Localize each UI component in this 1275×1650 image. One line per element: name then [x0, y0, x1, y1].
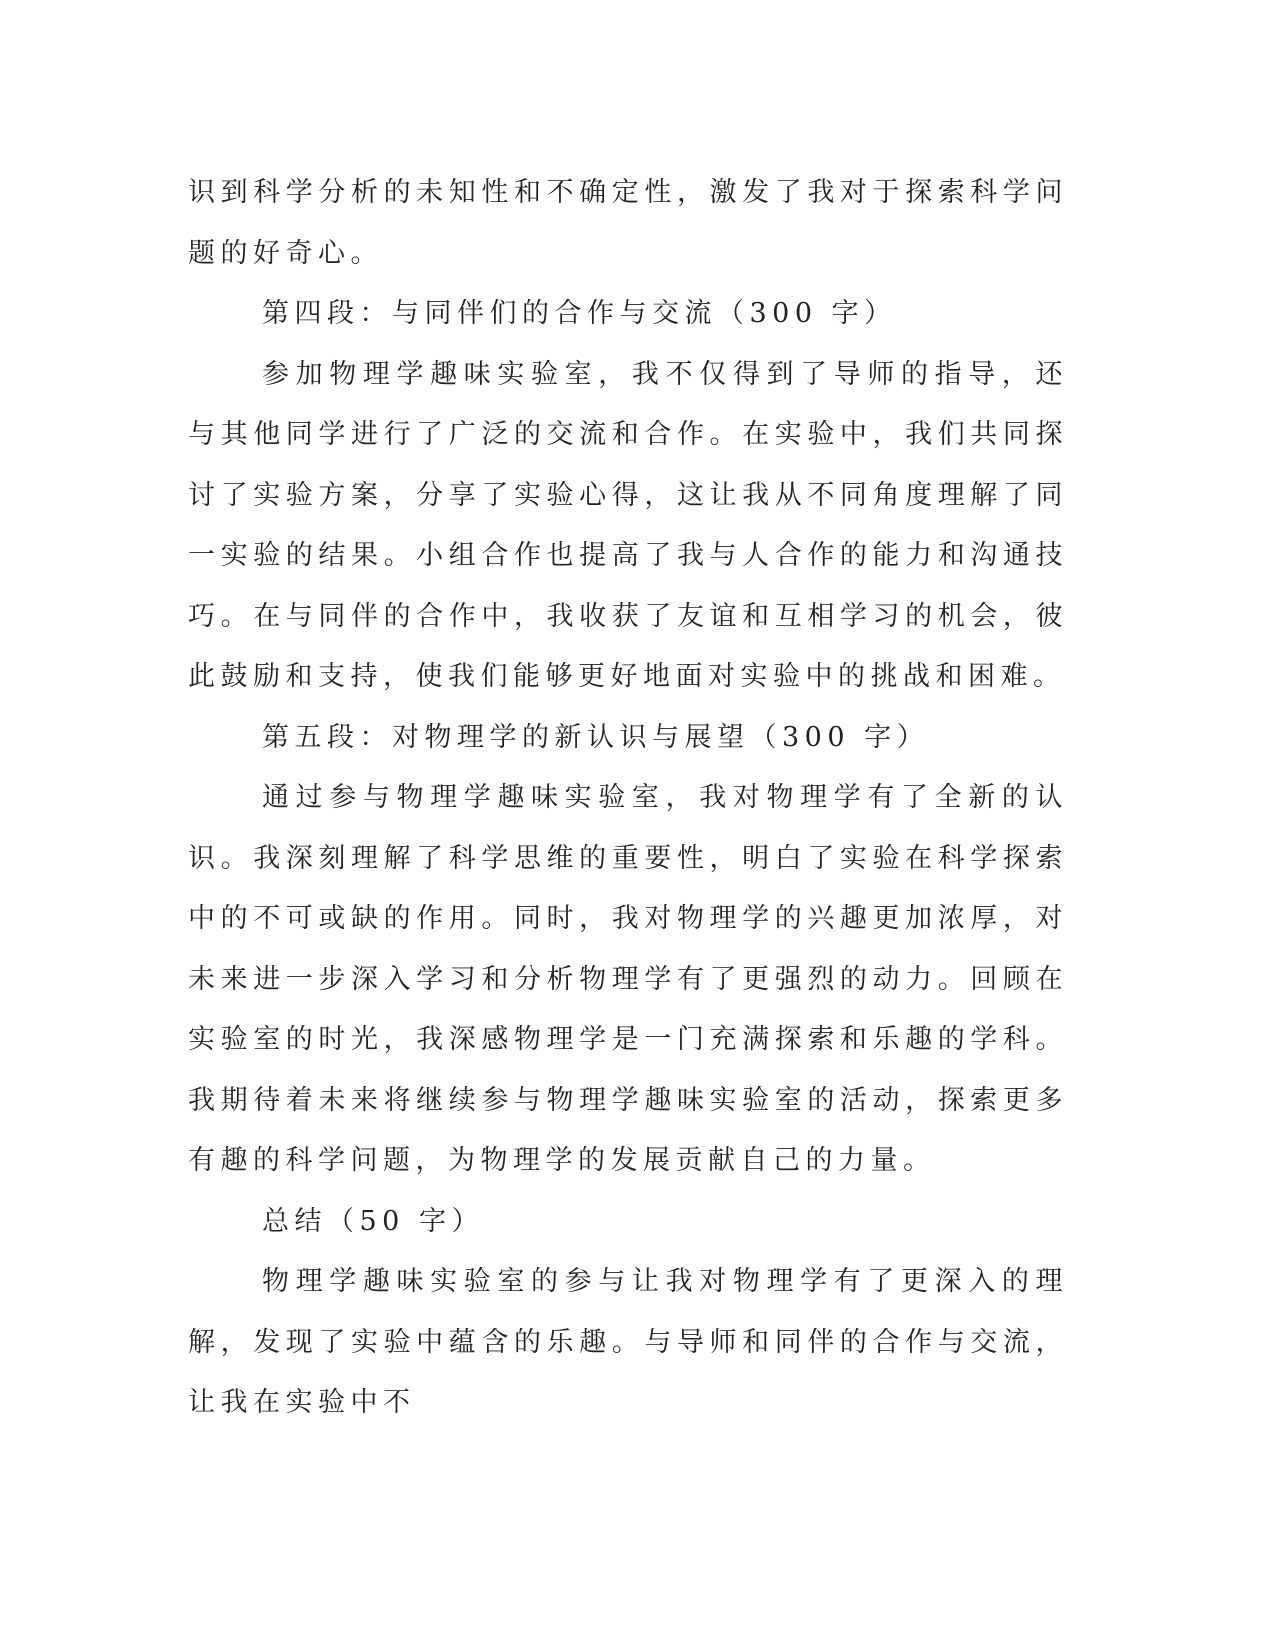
section-heading-4: 第四段：与同伴们的合作与交流（300 字）: [262, 298, 897, 329]
paragraph-collaboration: 参加物理学趣味实验室，我不仅得到了导师的指导，还与其他同学进行了广泛的交流和合作。在实验中，我们共同探讨了实验方案，分享了实验心得，这让我从不同角度理解了同一实验的结果。小组合作也提高了我与人合作的能力和沟通技巧。在与同伴的合作中，我收获了友谊和互相学习的机会，彼此鼓励和支持，使我们能够更好地面对实验中的挑战和困难。: [188, 358, 1068, 692]
section-heading-5: 第五段：对物理学的新认识与展望（300 字）: [262, 721, 930, 753]
paragraph-new-understanding: 通过参与物理学趣味实验室，我对物理学有了全新的认识。我深刻理解了科学思维的重要性，明白了实验在科学探索中的不可或缺的作用。同时，我对物理学的兴趣更加浓厚，对未来进一步深入学习和分析物理学有了更强烈的动力。回顾在实验室的时光，我深感物理学是一门充满探索和乐趣的学科。我期待着未来将继续参与物理学趣味实验室的活动，探索更多有趣的科学问题，为物理学的发展贡献自己的力量。: [188, 782, 1068, 1176]
paragraph-continuation: 识到科学分析的未知性和不确定性，激发了我对于探索科学问题的好奇心。: [188, 177, 1068, 269]
paragraph-summary: 物理学趣味实验室的参与让我对物理学有了更深入的理解，发现了实验中蕴含的乐趣。与导师和同伴的合作与交流，让我在实验中不: [188, 1266, 1068, 1418]
section-heading-summary: 总结（50 字）: [262, 1205, 484, 1237]
document-body: [188, 163, 1068, 1434]
